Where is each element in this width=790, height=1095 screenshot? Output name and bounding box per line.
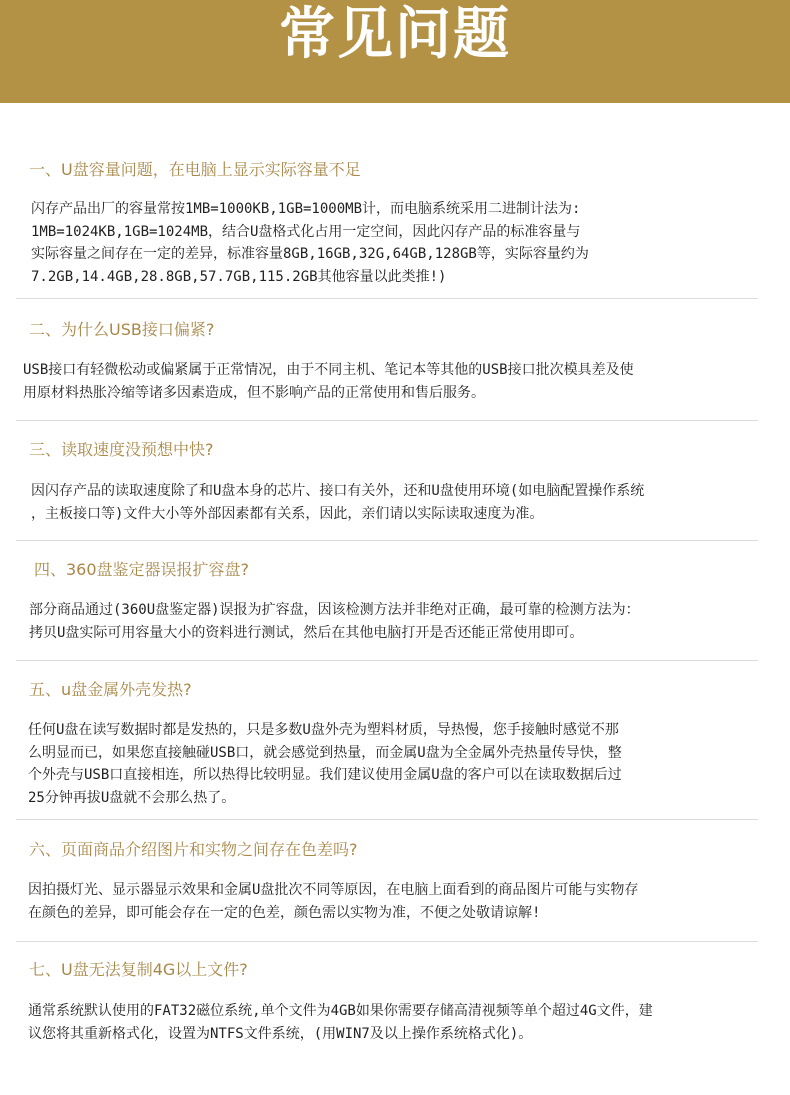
page-title: 常见问题 [279, 2, 511, 67]
divider [16, 819, 758, 820]
faq-question: 三、读取速度没预想中快? [29, 440, 214, 459]
faq-question: 六、页面商品介绍图片和实物之间存在色差吗? [29, 840, 358, 859]
faq-question: 一、U盘容量问题，在电脑上显示实际容量不足 [29, 160, 361, 179]
answer-line: 议您将其重新格式化，设置为NTFS文件系统，(用WIN7及以上操作系统格式化)。 [28, 1025, 533, 1042]
faq-question: 七、U盘无法复制4G以上文件? [29, 960, 248, 979]
faq-question: 四、360盘鉴定器误报扩容盘? [34, 560, 250, 579]
faq-answer [28, 1000, 653, 1045]
answer-line: 么明显而已，如果您直接触碰USB口，就会感觉到热量，而金属U盘为全金属外壳热量传导快，整 [28, 744, 622, 761]
answer-line: 25分钟再拔U盘就不会那么热了。 [28, 790, 236, 807]
answer-line: 个外壳与USB口直接相连，所以热得比较明显。我们建议使用金属U盘的客户可以在读取数据后过 [28, 767, 622, 784]
faq-answer [28, 879, 638, 924]
divider [16, 540, 758, 541]
divider [16, 298, 758, 299]
faq-answer [29, 599, 640, 644]
answer-line: 1MB=1024KB,1GB=1024MB，结合U盘格式化占用一定空间，因此闪存产品的标准容量与 [31, 223, 581, 240]
answer-line: 通常系统默认使用的FAT32磁位系统,单个文件为4GB如果你需要存储高清视频等单个超过4G文件，建 [28, 1003, 653, 1019]
faq-question: 五、u盘金属外壳发热? [29, 680, 192, 699]
answer-line: 7.2GB,14.4GB,28.8GB,57.7GB,115.2GB其他容量以此类推!) [31, 269, 447, 286]
divider [16, 420, 758, 421]
divider [16, 660, 758, 661]
faq-question: 二、为什么USB接口偏紧? [29, 320, 215, 339]
header-banner [0, 0, 790, 103]
answer-line: 实际容量之间存在一定的差异，标准容量8GB,16GB,32G,64GB,128GB等，实际容量约为 [31, 246, 589, 263]
faq-answer [23, 359, 634, 404]
answer-line: 用原材料热胀冷缩等诸多因素造成，但不影响产品的正常使用和售后服务。 [23, 384, 485, 401]
answer-line: 闪存产品出厂的容量常按1MB=1000KB,1GB=1000MB计，而电脑系统采用二进制计法为: [31, 201, 581, 217]
answer-line: USB接口有轻微松动或偏紧属于正常情况，由于不同主机、笔记本等其他的USB接口批次模具差及使 [23, 362, 634, 378]
faq-answer [31, 480, 644, 525]
answer-line: 拷贝U盘实际可用容量大小的资料进行测试，然后在其他电脑打开是否还能正常使用即可。 [29, 624, 584, 641]
answer-line: 部分商品通过(360U盘鉴定器)误报为扩容盘，因该检测方法并非绝对正确，最可靠的检测方法为： [29, 602, 640, 618]
answer-line: ，主板接口等)文件大小等外部因素都有关系，因此，亲们请以实际读取速度为准。 [31, 505, 544, 522]
divider [16, 941, 758, 942]
answer-line: 因闪存产品的读取速度除了和U盘本身的芯片、接口有关外，还和U盘使用环境(如电脑配置操作系统 [31, 483, 645, 499]
faq-answer [31, 198, 589, 289]
answer-line: 因拍摄灯光、显示器显示效果和金属U盘批次不同等原因，在电脑上面看到的商品图片可能与实物存 [28, 882, 639, 898]
answer-line: 在颜色的差异，即可能会存在一定的色差，颜色需以实物为准，不便之处敬请谅解! [28, 904, 541, 921]
answer-line: 任何U盘在读写数据时都是发热的，只是多数U盘外壳为塑料材质，导热慢，您手接触时感觉不那 [28, 722, 619, 738]
faq-answer [28, 719, 622, 810]
